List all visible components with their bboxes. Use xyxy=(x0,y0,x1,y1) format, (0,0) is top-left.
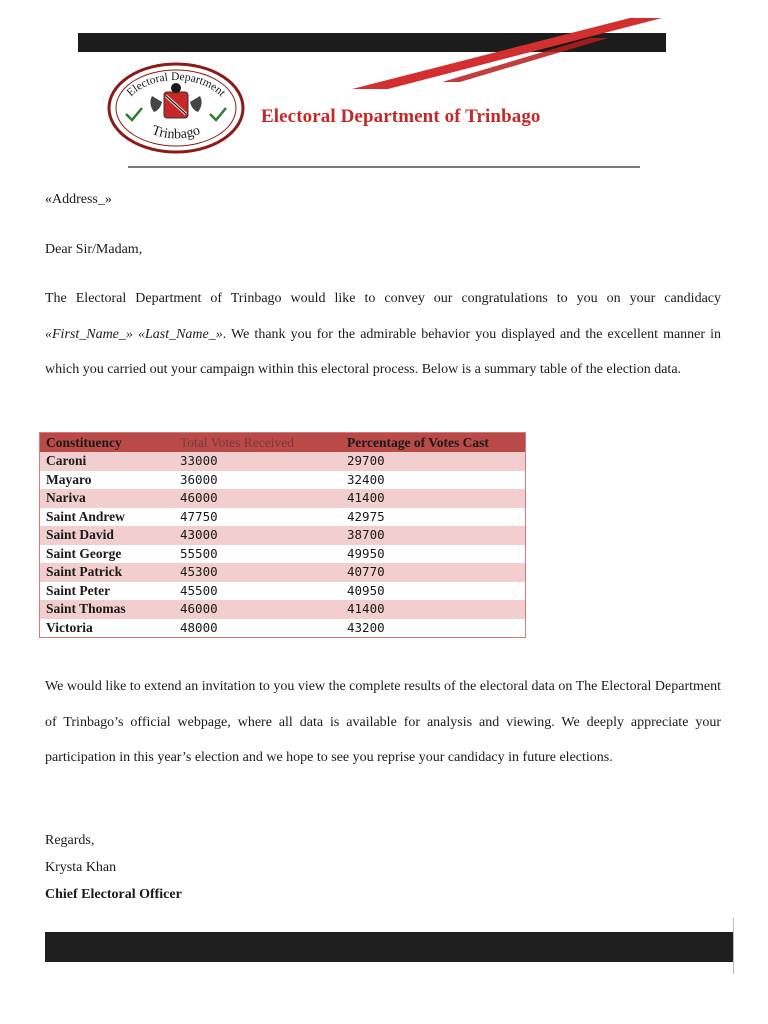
percentage-cell: 32400 xyxy=(347,471,385,487)
votes-cell: 45300 xyxy=(174,563,341,582)
header-divider xyxy=(128,166,640,168)
table-row xyxy=(40,563,526,582)
constituency-cell: Saint Thomas xyxy=(40,600,175,619)
votes-cell: 55500 xyxy=(180,545,218,561)
table-row xyxy=(40,619,526,638)
constituency-cell: Nariva xyxy=(40,489,175,508)
votes-cell: 36000 xyxy=(180,471,218,487)
table-row xyxy=(40,452,526,471)
last-name-field: «Last_Name_» xyxy=(137,326,223,342)
constituency-cell: Mayaro xyxy=(46,471,92,487)
signer-name: Krysta Khan xyxy=(45,860,117,875)
constituency-cell: Saint David xyxy=(40,526,175,545)
address-field: «Address_» xyxy=(45,192,112,207)
votes-cell: 46000 xyxy=(174,600,341,619)
first-name-field: «First_Name_» xyxy=(45,326,133,342)
table-row xyxy=(40,508,526,527)
constituency-cell: Saint Andrew xyxy=(46,508,125,524)
table-header-row xyxy=(40,433,526,453)
footer-edge-line xyxy=(733,918,734,974)
seal-top-text: Electoral Department xyxy=(124,70,228,100)
salutation: Dear Sir/Madam, xyxy=(45,242,143,257)
letterhead xyxy=(0,0,768,180)
department-title: Electoral Department of Trinbago xyxy=(261,106,541,127)
percentage-cell: 41400 xyxy=(341,600,526,619)
header-percentage: Percentage of Votes Cast xyxy=(341,433,526,453)
votes-cell: 47750 xyxy=(180,508,218,524)
constituency-cell: Saint Peter xyxy=(46,582,111,598)
table-row xyxy=(40,471,526,490)
votes-cell: 48000 xyxy=(180,619,218,635)
election-summary-table xyxy=(39,432,526,638)
table-row xyxy=(40,582,526,601)
table-row xyxy=(40,489,526,508)
regards-line: Regards, xyxy=(45,833,95,848)
percentage-cell: 49950 xyxy=(347,545,385,561)
votes-cell: 46000 xyxy=(174,489,341,508)
percentage-cell: 29700 xyxy=(341,452,526,471)
signer-title: Chief Electoral Officer xyxy=(45,887,182,902)
intro-text-2: . We thank you for the admirable behavior you displayed and the excellent manner in which you carried out your campaign within this electoral process. Below is a summary table of the election data. xyxy=(45,326,721,378)
table-row xyxy=(40,526,526,545)
constituency-cell: Caroni xyxy=(40,452,175,471)
header-red-stripe xyxy=(340,16,670,92)
percentage-cell: 38700 xyxy=(341,526,526,545)
percentage-cell: 40770 xyxy=(341,563,526,582)
intro-paragraph xyxy=(45,281,721,388)
votes-cell: 45500 xyxy=(180,582,218,598)
percentage-cell: 40950 xyxy=(347,582,385,598)
table-row xyxy=(40,545,526,564)
electoral-seal-icon xyxy=(106,62,246,154)
closing-paragraph: We would like to extend an invitation to you view the complete results of the electoral data on The Electoral Department of Trinbago’s official webpage, where all data is available for analysis and viewing. We deeply appreciate your participation in this year’s election and we hope to see you reprise your candidacy in future elections. xyxy=(45,679,721,766)
header-total-votes: Total Votes Received xyxy=(174,433,341,453)
votes-cell: 43000 xyxy=(174,526,341,545)
votes-cell: 33000 xyxy=(174,452,341,471)
constituency-cell: Saint George xyxy=(46,545,122,561)
intro-text-1: The Electoral Department of Trinbago would like to convey our congratulations to you on your candidacy xyxy=(45,291,721,306)
percentage-cell: 43200 xyxy=(347,619,385,635)
percentage-cell: 41400 xyxy=(341,489,526,508)
footer-black-bar xyxy=(45,932,733,962)
header-constituency: Constituency xyxy=(40,433,175,453)
table-row xyxy=(40,600,526,619)
constituency-cell: Victoria xyxy=(46,619,93,635)
constituency-cell: Saint Patrick xyxy=(40,563,175,582)
percentage-cell: 42975 xyxy=(347,508,385,524)
seal-bottom-text: Trinbago xyxy=(149,123,203,143)
